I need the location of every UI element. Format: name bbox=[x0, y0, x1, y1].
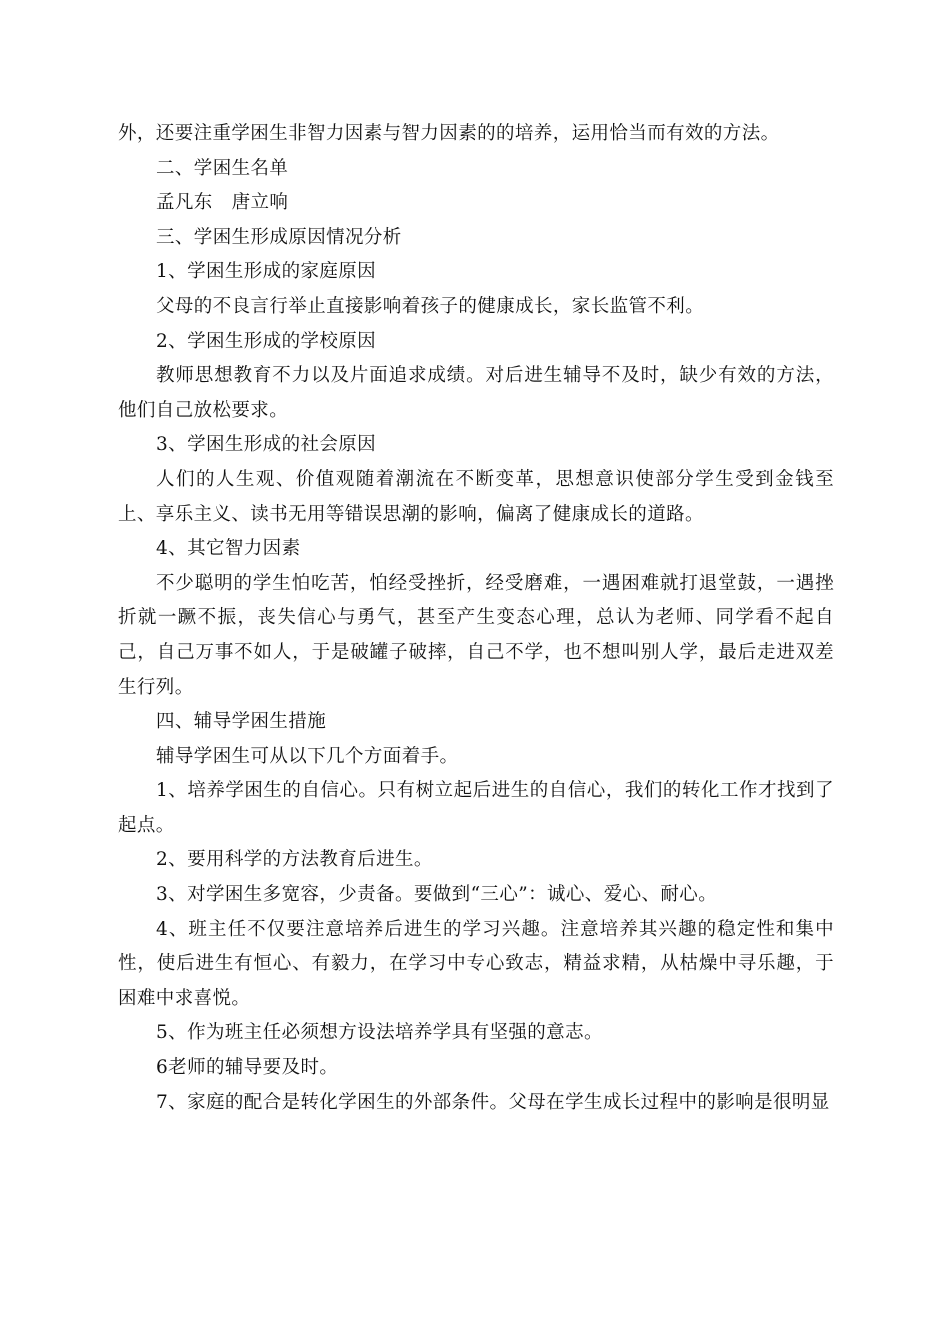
subheading-other: 4、其它智力因素 bbox=[156, 538, 301, 560]
section-heading-list: 二、学困生名单 bbox=[156, 157, 289, 179]
paragraph-society: 人们的人生观、价值观随着潮流在不断变革，思想意识使部分学生受到金钱至上、享乐主义、读书无用等错误思潮的影响，偏离了健康成长的道路。 bbox=[118, 468, 834, 525]
paragraph-continuation: 外，还要注重学困生非智力因素与智力因素的的培养，运用恰当而有效的方法。 bbox=[118, 123, 780, 144]
section-heading-measures: 四、辅导学困生措施 bbox=[156, 711, 327, 733]
paragraph-school: 教师思想教育不力以及片面追求成绩。对后进生辅导不及时，缺少有效的方法，他们自己放松要求。 bbox=[118, 365, 834, 421]
measure-item-3: 3、对学困生多宽容，少责备。要做到“三心”：诚心、爱心、耐心。 bbox=[156, 884, 718, 906]
document-body bbox=[118, 117, 834, 1120]
paragraph-other: 不少聪明的学生怕吃苦，怕经受挫折，经受磨难，一遇困难就打退堂鼓，一遇挫折就一蹶不振，丧失信心与勇气，甚至产生变态心理，总认为老师、同学看不起自己，自己万事不如人，于是破罐子破摔，自己不学，也不想叫别人学，最后走进双差生行列。 bbox=[118, 572, 834, 698]
measure-item-5: 5、作为班主任必须想方设法培养学具有坚强的意志。 bbox=[156, 1022, 603, 1044]
subheading-society: 3、学困生形成的社会原因 bbox=[156, 434, 377, 456]
paragraph-family: 父母的不良言行举止直接影响着孩子的健康成长，家长监管不利。 bbox=[156, 295, 705, 317]
measure-item-2: 2、要用科学的方法教育后进生。 bbox=[156, 849, 433, 871]
measure-item-4: 4、班主任不仅要注意培养后进生的学习兴趣。注意培养其兴趣的稳定性和集中性，使后进生有恒心、有毅力，在学习中专心致志，精益求精，从枯燥中寻乐趣，于困难中求喜悦。 bbox=[118, 918, 834, 1009]
section-heading-analysis: 三、学困生形成原因情况分析 bbox=[156, 226, 402, 248]
student-names: 孟凡东 唐立响 bbox=[156, 192, 289, 214]
subheading-family: 1、学困生形成的家庭原因 bbox=[156, 261, 377, 283]
measure-item-6: 6老师的辅导要及时。 bbox=[156, 1057, 339, 1079]
subheading-school: 2、学困生形成的学校原因 bbox=[156, 330, 377, 352]
measure-item-7: 7、家庭的配合是转化学困生的外部条件。父母在学生成长过程中的影响是很明显 bbox=[156, 1091, 830, 1113]
measure-item-1: 1、培养学困生的自信心。只有树立起后进生的自信心，我们的转化工作才找到了起点。 bbox=[118, 780, 834, 836]
paragraph-measures-intro: 辅导学困生可从以下几个方面着手。 bbox=[156, 745, 459, 767]
